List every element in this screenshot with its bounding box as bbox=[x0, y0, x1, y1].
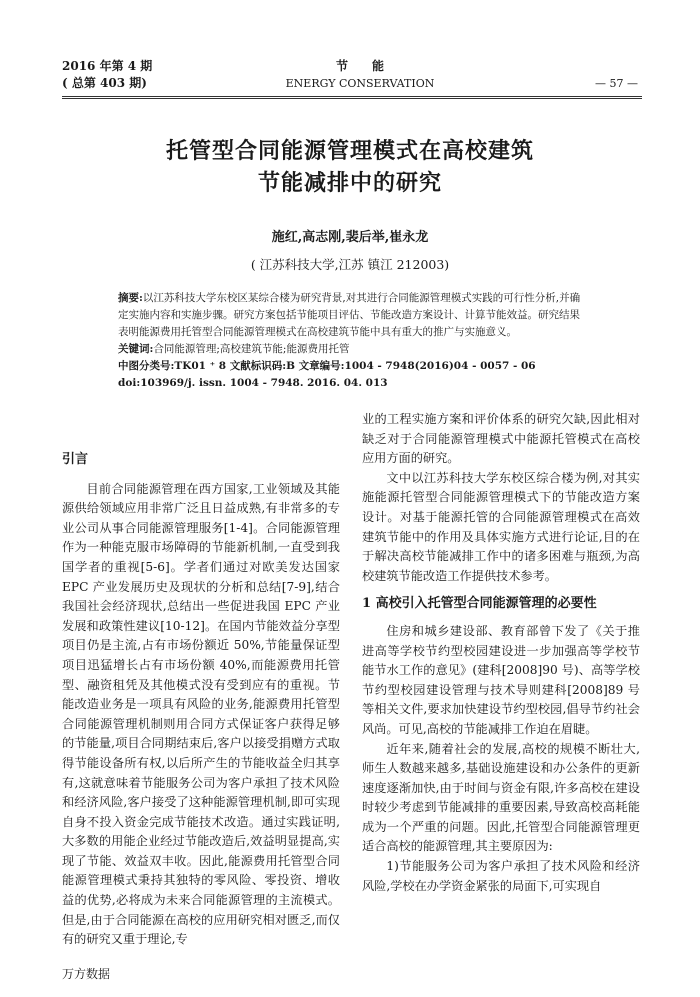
journal-name-cn: 节能 bbox=[335, 59, 408, 73]
source-watermark: 万方数据 bbox=[62, 967, 111, 981]
header-rule bbox=[62, 96, 642, 97]
classification-line: 中图分类号:TK01 ⁺ 8 文献标识码:B 文章编号:1004 - 7948(2016)04 - 0057 - 06 bbox=[118, 360, 536, 372]
keywords-text: 合同能源管理;高校建筑节能;能源费用托管 bbox=[153, 343, 350, 355]
article-title bbox=[0, 135, 700, 199]
title-line-1: 托管型合同能源管理模式在高校建筑 bbox=[165, 138, 534, 164]
right-column bbox=[362, 410, 640, 896]
paragraph: 文中以江苏科技大学东校区综合楼为例,对其实施能源托管型合同能源管理模式下的节能改造方案设计。对基于能源托管的合同能源管理模式在高效建筑节能中的作用及具体实施方式进行论证,目的在于解决高校节能减排工作中的诸多困难与瓶颈,为高校建筑节能改造工作提供技术参考。 bbox=[362, 470, 640, 583]
paragraph: 1)节能服务公司为客户承担了技术风险和经济风险,学校在办学资金紧张的局面下,可实现自 bbox=[362, 859, 640, 893]
paragraph: 目前合同能源管理在西方国家,工业领域及其能源供给领域应用非常广泛且日益成熟,有非常多的专业公司从事合同能源管理服务[1-4]。合同能源管理作为一种能克服市场障碍的节能新机制,一直受到我国学者的重视[5-6]。学者们通过对欧美发达国家 EPC 产业发展历史及现状的分析和总结[7-9],结合我国社会经济现状,总结出一些促进我国 EPC 产业发展和政策性建议[10-12]。在国内节能效益分享型项目仍是主流,占有市场份额近 50%,节能量保证型项目迅猛增长占有市场份额 40%,而能源费用托管型、融资租凭及其他模式没有受到应有的重视。节能改造业务是一项具有风险的业务,能源费用托管型合同能源管理机制则用合同方式保证客户获得足够的节能量,项目合同期结束后,客户以接受捐赠方式取得节能设备所有权,以后所产生的节能收益全归其享有,这就意味着节能服务公司为客户承担了技术风险和经济风险,客户接受了这种能源管理机制,即可实现自身不投入资金完成节能技术改造。通过实践证明,大多数的用能企业经过节能改造后,效益明显提高,实现了节能、效益双丰收。因此,能源费用托管型合同能源管理模式秉持其独特的零风险、零投资、增收益的优势,必将成为未来合同能源管理的主流模式。但是,由于合同能源在高校的应用研究相对匮乏,而仅有的研究又重于理论,专 bbox=[62, 481, 340, 947]
title-line-2: 节能减排中的研究 bbox=[257, 170, 442, 196]
paragraph: 近年来,随着社会的发展,高校的规模不断壮大,师生人数越来越多,基础设施建设和办公条件的更新速度逐渐加快,由于时间与资金有限,许多高校在建设时较少考虑到节能减排的重要因素,导致高校高耗能成为一个严重的问题。因此,托管型合同能源管理更适合高校的能源管理,其主要原因为: bbox=[362, 741, 640, 854]
journal-name bbox=[270, 58, 450, 92]
paragraph: 住房和城乡建设部、教育部曾下发了《关于推进高等学校节约型校园建设进一步加强高等学校节能节水工作的意见》(建科[2008]90 号)、高等学校节约型校园建设管理与技术导则建科[2008]89 号等相关文件,要求加快建设节约型校园,倡导节约社会风尚。可见,高校的节能减排工作迫在眉睫。 bbox=[362, 623, 640, 736]
paragraph: 业的工程实施方案和评价体系的研究欠缺,因此相对缺乏对于合同能源管理模式中能源托管模式在高校应用方面的研究。 bbox=[362, 412, 640, 466]
issue-number: 2016 年第 4 期 bbox=[62, 59, 153, 73]
header-rule-double bbox=[62, 98, 642, 99]
affiliation: ( 江苏科技大学,江苏 镇江 212003) bbox=[250, 257, 450, 272]
issue-total: ( 总第 403 期) bbox=[62, 76, 147, 90]
page-number: — 57 — bbox=[595, 77, 638, 90]
keywords bbox=[118, 341, 588, 358]
abstract-block bbox=[118, 290, 588, 392]
left-column bbox=[62, 450, 340, 950]
abstract-label: 摘要: bbox=[118, 292, 143, 304]
issue-info bbox=[62, 58, 152, 92]
section-heading-intro: 引言 bbox=[62, 452, 89, 467]
abstract bbox=[118, 290, 588, 341]
journal-name-en: ENERGY CONSERVATION bbox=[285, 77, 435, 90]
abstract-text: 以江苏科技大学东校区某综合楼为研究背景,对其进行合同能源管理模式实践的可行性分析,并确定实施内容和实施步骤。研究方案包括节能项目评估、节能改造方案设计、计算节能效益。研究结果表明能源费用托管型合同能源管理模式在高校建筑节能中具有重大的推广与实施意义。 bbox=[118, 292, 581, 338]
doi-line: doi:103969/j. issn. 1004 - 7948. 2016. 04. 013 bbox=[118, 377, 388, 389]
keywords-label: 关键词: bbox=[118, 343, 154, 355]
author-list: 施红,高志刚,裴后举,崔永龙 bbox=[271, 230, 429, 245]
section-heading-1: 1 高校引入托管型合同能源管理的必要性 bbox=[362, 596, 597, 612]
